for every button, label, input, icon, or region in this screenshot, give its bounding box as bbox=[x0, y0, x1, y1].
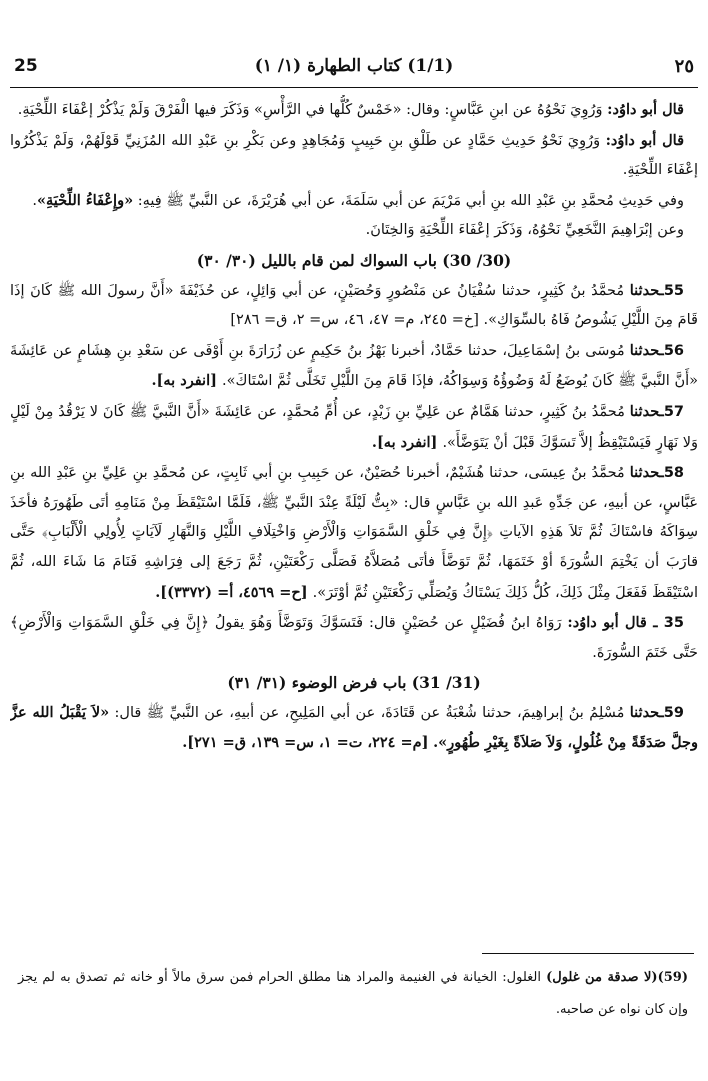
footnote-paragraph bbox=[18, 962, 688, 1026]
hadith-number: 56 bbox=[663, 342, 684, 359]
hadith-number: 57 bbox=[663, 403, 684, 420]
hadith-55 bbox=[10, 276, 698, 336]
hadith-text: مُحمَّدُ بنُ كَثِيرٍ، حدثنا هَمَّامٌ عن عَلِيِّ بنِ زَيْدٍ، عن أُمِّ مُحمَّدٍ، عن عَائِشَةَ «أَنَّ النَّبيَّ ﷺ كَانَ لا يَرْقُدُ مِنْ لَيْلٍ وَلا نَهَارٍ فَيَسْتَيْقِظُ إلاَّ تَسَوَّكَ قَبْلَ أنْ يَتَوَضَّأَ». bbox=[10, 403, 698, 451]
hadith-quote: «لاَ يَقْبَلُ الله عزَّ وجلَّ صَدَقَةً مِنْ غُلُولٍ، وَلاَ صَلاَةً بِغَيْرِ طُهُورٍ». bbox=[10, 703, 698, 752]
chapter-heading-31: (31/ 31) باب فرض الوضوء (٣١/ ٣١) bbox=[227, 673, 481, 693]
paragraph-tail: . bbox=[32, 192, 37, 209]
main-text bbox=[10, 95, 698, 835]
hadith-text: مُحمَّدُ بنُ عِيسَى، حدثنا هُشَيْمٌ، أخبرنا حُصَيْنٌ، عن حَبِيبِ بنِ أبي ثَابِتٍ، عن مُحمَّدِ بنِ عَلِيِّ بنِ عَبْدِ الله بنِ عَبَّاسٍ، عن أبيهِ، عن جَدِّهِ عَبدِ الله بنِ عَبَّاسٍ قال: «بِتُّ لَيْلَةً عِنْدَ النَّبيِّ ﷺ، فَلَمَّا اسْتَيْقَظَ مِنْ مَنَامِهِ أتَى طَهُورَهُ فأخَذَ سِوَاكَهُ فاسْتَاكَ ثُمَّ تَلاَ هَذِهِ الآياتِ ﴿إِنَّ فِي خَلْقِ السَّمَوَاتِ وَالْأَرْضِ وَاخْتِلَافِ اللَّيْلِ وَالنَّهَارِ لَآيَاتٍ لِأُولِي الْأَلْبَابِ﴾ حَتَّى قارَبَ أن يَخْتِمَ السُّورَةَ أوْ خَتَمَهَا، ثُمَّ تَوَضَّأَ فأتَى مُصَلاَّهُ فَصَلَّى رَكْعَتَيْنِ، ثُمَّ رَجَعَ إلى فِرَاشِهِ فَنَامَ مَا شَاءَ الله، ثُمَّ اسْتَيْقَظَ فَفَعَلَ مِثْلَ ذَلِكَ، كُلُّ ذَلِكَ يَسْتَاكُ وَيُصَلِّي رَكْعَتَيْنِ ثُمَّ أوْتَرَ». bbox=[10, 465, 698, 601]
footnote-marker: (59)(لا صدقة من غلول) bbox=[546, 970, 688, 985]
footnote-text: الغلول: الخيانة في الغنيمة والمراد هنا مطلق الحرام فمن سرق مالاً أو خانه ثم تصدق به لم يجز وإن كان نواه عن صاحبه. bbox=[18, 970, 688, 1017]
hadith-quote: «وإِعْفَاءُ اللِّحْيَةِ» bbox=[36, 191, 134, 209]
footnote bbox=[18, 962, 688, 1026]
paragraph-abu-dawud-1 bbox=[10, 95, 698, 126]
chapter-heading-30: (30/ 30) باب السواك لمن قام بالليل (٣٠/ ٣٠) bbox=[196, 250, 512, 270]
hadith-reference: [انفرد به]. bbox=[371, 433, 443, 451]
hadith-59 bbox=[10, 698, 698, 759]
hadith-reference: [م= ٢٢٤، ت= ١، س= ١٣٩، ق= ٢٧١]. bbox=[182, 734, 429, 752]
paragraph-abu-hurayra bbox=[10, 186, 698, 217]
paragraph-text: وَرُوِيَ نَحْوُهُ عن ابنِ عَبَّاسٍ: وقال: «خَمْسٌ كُلُّها في الرَّأْسِ» وَذَكَرَ فيها الْفَرْقَ وَلَمْ يَذْكُرْ إعْفَاءَ اللِّحْيَةِ. bbox=[17, 102, 608, 118]
page-number-latin: 25 bbox=[14, 56, 38, 76]
note-text: رَوَاهُ ابنُ فُضَيْلٍ عن حُصَيْنٍ قال: فَتَسَوَّكَ وَتَوَضَّأَ وَهُوَ يقولُ ﴿إِنَّ فِي خَلْقِ السَّمَوَاتِ وَالْأَرْضِ﴾ حَتَّى خَتَمَ السُّورَةَ. bbox=[10, 615, 698, 661]
header-rule bbox=[10, 87, 698, 88]
hadith-text: مُسْلِمُ بنُ إبراهِيمَ، حدثنا شُعْبَةُ عن قَتَادَةَ، عن أبي المَلِيحِ، عن أبيهِ، عن النَّبيِّ ﷺ قال: bbox=[109, 704, 630, 721]
paragraph-ibrahim bbox=[10, 216, 698, 246]
hadith-56 bbox=[10, 336, 698, 397]
running-title: (1/1) كتاب الطهارة (١/ ١) bbox=[254, 56, 454, 76]
hadith-label: ـحدثنا bbox=[629, 703, 664, 721]
paragraph-text: وفي حَدِيثِ مُحمَّدِ بنِ عَبْدِ الله بنِ أبي مَرْيَمَ عن أبي سَلَمَةَ، عن أبي هُرَيْرَةَ، عن النَّبيِّ ﷺ فِيهِ: bbox=[133, 192, 684, 209]
abu-dawud-note-35 bbox=[10, 608, 698, 668]
hadith-label: ـحدثنا bbox=[629, 341, 664, 359]
hadith-label: ـحدثنا bbox=[629, 281, 664, 299]
note-number: 35 bbox=[663, 615, 684, 632]
hadith-58 bbox=[10, 458, 698, 608]
hadith-number: 59 bbox=[663, 704, 684, 721]
page-number-arabic: ٢٥ bbox=[674, 56, 694, 77]
footnote-rule bbox=[482, 953, 694, 954]
hadith-number: 58 bbox=[663, 465, 684, 482]
paragraph-text: وَرُوِيَ نَحْوُ حَدِيثِ حَمَّادٍ عن طَلْقِ بنِ حَبِيبٍ وَمُجَاهِدٍ وعن بَكْرِ بنِ عَبْدِ الله المُزَنِيِّ قَوْلَهُمْ، وَلَمْ يَذْكُرُوا إعْفَاءَ اللِّحْيَةِ. bbox=[10, 132, 698, 179]
hadith-label: ـحدثنا bbox=[629, 464, 664, 482]
hadith-reference: [ح= ٤٥٦٩، أ= (٣٣٧٢)]. bbox=[155, 583, 313, 601]
hadith-reference: [انفرد به]. bbox=[151, 372, 223, 390]
hadith-text: مُحمَّدُ بنُ كَثِيرٍ، حدثنا سُفْيَانُ عن مَنْصُورٍ وَحُصَيْنٍ، عن أبي وَائِلٍ، عن حُذَيْفَةَ «أَنَّ رسولَ الله ﷺ كَانَ إذَا قَامَ مِنَ اللَّيْلِ يَشُوصُ فَاهُ بالسِّوَاكِ». [خ= ٢٤٥، م= ٤٧، ٤٦، س= ٢، ق= ٢٨٦] bbox=[10, 282, 698, 329]
hadith-text: مُوسَى بنُ إسْمَاعِيلَ، حدثنا حَمَّادٌ، أخبرنا بَهْزُ بنُ حَكِيمٍ عن زُرَارَةَ بنِ أَوْفَى عن سَعْدِ بنِ هِشَامٍ عن عَائِشَةَ «أَنَّ النَّبيَّ ﷺ كَانَ يُوضَعُ لَهُ وَضُوؤُهُ وَسِوَاكُهُ، فإذَا قَامَ مِنَ اللَّيْلِ تَخَلَّى ثُمَّ اسْتَاكَ». bbox=[10, 342, 698, 390]
paragraph-abu-dawud-2 bbox=[10, 126, 698, 186]
hadith-label: ـحدثنا bbox=[629, 402, 664, 420]
hadith-number: 55 bbox=[663, 282, 684, 299]
paragraph-text: وعن إبْرَاهِيمَ النَّخَعِيِّ نَحْوُهُ، وَذَكَرَ إعْفَاءَ اللِّحْيَةِ وَالخِتَانَ. bbox=[365, 222, 684, 239]
hadith-57 bbox=[10, 397, 698, 458]
speaker-label: ـ قال أبو داوُد: bbox=[567, 614, 664, 632]
speaker-label: قال أبو داوُد: bbox=[605, 131, 684, 149]
page-header bbox=[14, 56, 694, 86]
speaker-label: قال أبو داوُد: bbox=[607, 101, 684, 118]
